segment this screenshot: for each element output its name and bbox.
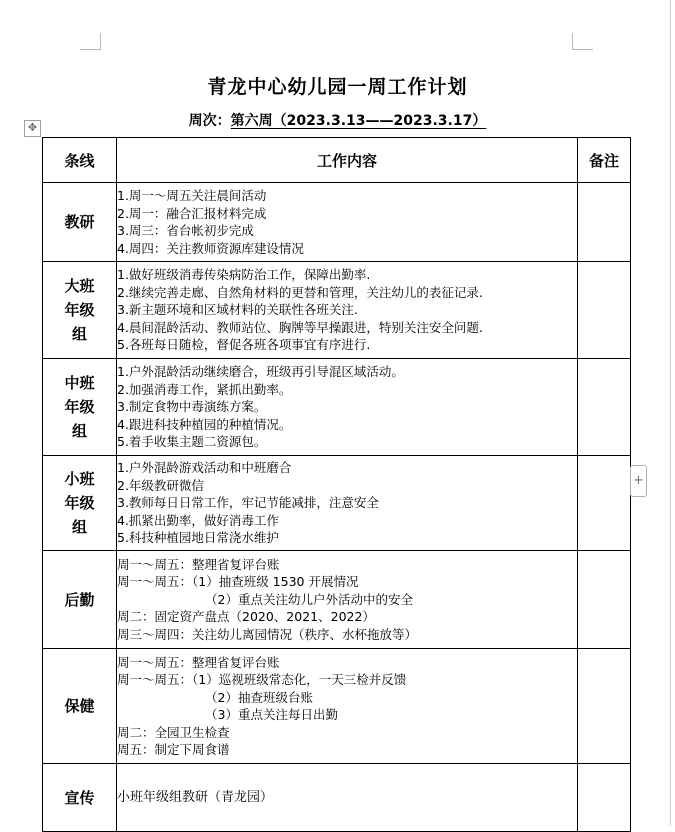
table-row — [43, 262, 631, 359]
row-category-label: 宣传 — [64, 788, 95, 807]
table-row — [43, 764, 631, 832]
week-value: 第六周（2023.3.13——2023.3.17） — [230, 113, 487, 129]
row-category-label: 保健 — [64, 697, 95, 715]
content-line: 4.跟进科技种植园的种植情况。 — [117, 416, 292, 432]
row-remark[interactable] — [578, 764, 631, 832]
work-plan-table — [42, 137, 631, 832]
row-category — [43, 359, 117, 456]
content-line: 周一～周五：整理省复评台账 — [117, 654, 280, 670]
page-corner-mark-top-left — [80, 33, 101, 50]
row-category-label: 小班年级组 — [64, 470, 95, 536]
table-move-handle-icon[interactable]: ✥ — [24, 120, 41, 137]
row-remark[interactable] — [578, 456, 631, 551]
row-content — [117, 456, 578, 551]
content-line: （2）重点关注幼儿户外活动中的安全 — [205, 591, 413, 607]
content-line: 1.周一～周五关注晨间活动 — [117, 188, 267, 203]
content-line: 4.抓紧出勤率，做好消毒工作 — [117, 512, 279, 528]
row-remark[interactable] — [578, 649, 631, 764]
row-remark[interactable] — [578, 359, 631, 456]
header-remark: 备注 — [578, 138, 631, 183]
row-content — [117, 262, 578, 359]
header-content: 工作内容 — [117, 138, 578, 183]
content-line: 周二：固定资产盘点（2020、2021、2022） — [117, 609, 375, 625]
content-line: 小班年级组教研（青龙园） — [117, 789, 274, 805]
content-line: 5.着手收集主题二资源包。 — [117, 434, 267, 450]
table-row — [43, 456, 631, 551]
content-line: 2.周一：融合汇报材料完成 — [117, 205, 267, 221]
row-category-label: 教研 — [64, 213, 95, 231]
row-category — [43, 649, 117, 764]
page-title: 青龙中心幼儿园一周工作计划 — [207, 76, 468, 98]
content-line: 周一～周五：整理省复评台账 — [117, 556, 280, 572]
row-content — [117, 764, 578, 832]
content-line: 3.周三：省台帐初步完成 — [117, 223, 254, 238]
add-column-icon[interactable]: + — [630, 465, 647, 497]
table-row — [43, 649, 631, 764]
content-line: （2）抽查班级台账 — [205, 689, 313, 705]
row-category — [43, 551, 117, 649]
row-category-label: 后勤 — [64, 590, 95, 609]
content-line: 4.周四：关注教师资源库建设情况 — [117, 240, 304, 256]
table-row — [43, 359, 631, 456]
row-category-label: 中班年级组 — [64, 374, 95, 440]
table-header-row — [43, 138, 631, 183]
table-row — [43, 183, 631, 262]
content-line: 2.继续完善走廊、自然角材料的更替和管理，关注幼儿的表征记录. — [117, 284, 483, 300]
content-line: 周一～周五：（1）抽查班级 1530 开展情况 — [117, 574, 359, 590]
header-category: 条线 — [43, 138, 117, 183]
row-content — [117, 649, 578, 764]
content-line: 5.各班每日随检，督促各班各项事宜有序进行. — [117, 337, 371, 353]
row-remark[interactable] — [578, 551, 631, 649]
content-line: 2.年级教研微信 — [117, 477, 204, 493]
content-line: （3）重点关注每日出勤 — [205, 707, 338, 722]
row-category — [43, 262, 117, 359]
content-line: 1.户外混龄游戏活动和中班磨合 — [117, 460, 292, 476]
content-line: 3.制定食物中毒演练方案。 — [117, 399, 267, 415]
row-content — [117, 359, 578, 456]
row-remark[interactable] — [578, 262, 631, 359]
content-line: 周一～周五：（1）巡视班级常态化，一天三检并反馈 — [117, 672, 407, 687]
content-line: 4.晨间混龄活动、教师站位、胸牌等早操跟进，特别关注安全问题. — [117, 319, 483, 335]
content-line: 5.科技种植园地日常浇水维护 — [117, 530, 279, 546]
row-category-label: 大班年级组 — [64, 277, 95, 343]
content-line: 周二：全园卫生检查 — [117, 724, 230, 740]
row-content — [117, 551, 578, 649]
row-category — [43, 456, 117, 551]
row-category — [43, 183, 117, 262]
week-label: 周次： — [188, 113, 231, 129]
content-line: 周三～周四：关注幼儿离园情况（秩序、水杯拖放等） — [117, 626, 418, 642]
row-remark[interactable] — [578, 183, 631, 262]
page-corner-mark-top-right — [572, 33, 593, 50]
content-line: 2.加强消毒工作，紧抓出勤率。 — [117, 381, 292, 397]
row-category — [43, 764, 117, 832]
content-line: 1.做好班级消毒传染病防治工作，保障出勤率. — [117, 267, 371, 283]
content-line: 3.教师每日日常工作，牢记节能减排，注意安全 — [117, 495, 379, 511]
week-line — [0, 110, 675, 130]
content-line: 3.新主题环境和区域材料的关联性各班关注. — [117, 302, 358, 318]
content-line: 周五：制定下周食谱 — [117, 742, 230, 757]
row-content — [117, 183, 578, 262]
table-row — [43, 551, 631, 649]
content-line: 1.户外混龄活动继续磨合，班级再引导混区域活动。 — [117, 364, 404, 380]
